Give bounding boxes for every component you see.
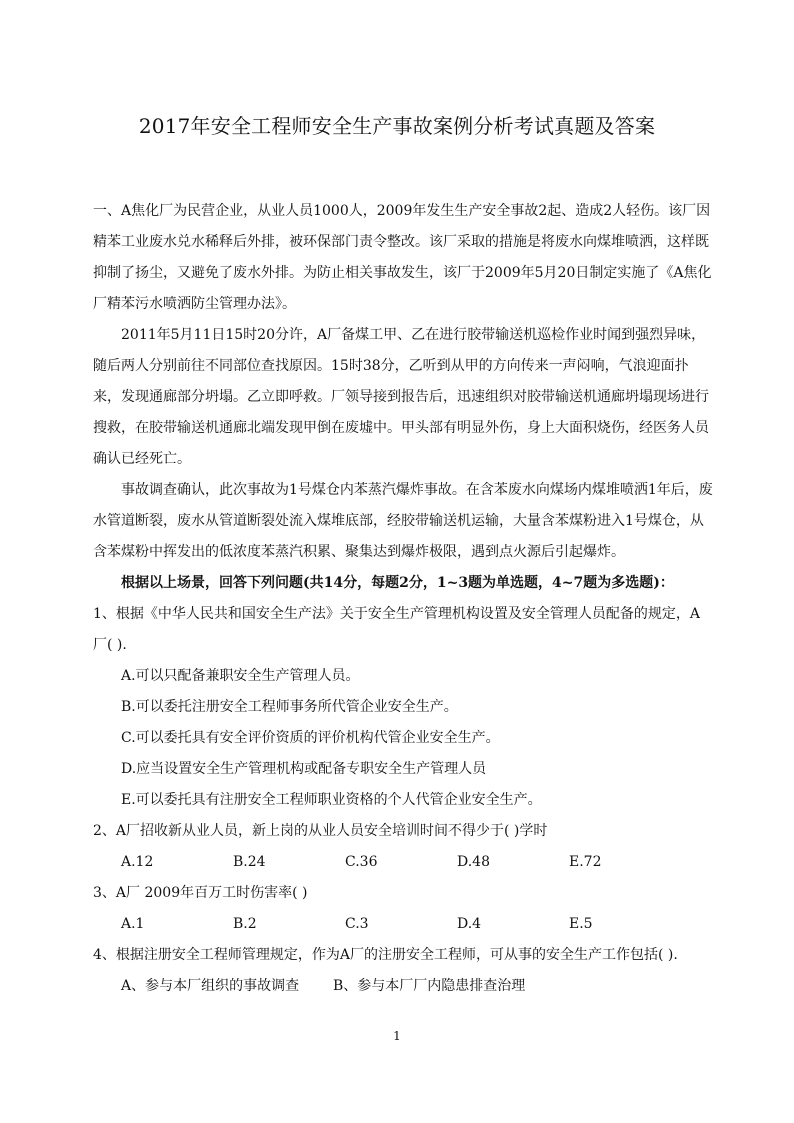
question-4-option-b: B、参与本厂厂内隐患排查治理: [333, 978, 526, 994]
question-2-option-c: C.36: [345, 854, 378, 870]
scenario-paragraph-1: 一、A焦化厂为民营企业，从业人员1000人，2009年发生生产安全事故2起、造成2人轻伤。该厂因精苯工业废水兑水稀释后外排，被环保部门责令整改。该厂采取的措施是将废水向煤堆喷洒，这样既抑制了扬尘，又避免了废水外排。为防止相关事故发生，该厂于2009年5月20日制定实施了《A焦化厂精苯污水喷洒防尘管理办法》。: [93, 203, 712, 312]
question-1-option-c: C.可以委托具有安全评价资质的评价机构代管企业安全生产。: [121, 730, 500, 746]
question-instruction: 根据以上场景，回答下列问题(共14分，每题2分，1~3题为单选题，4~7题为多选题)：: [121, 575, 674, 591]
question-2-option-b: B.24: [233, 854, 266, 870]
question-1-stem: 1、根据《中华人民共和国安全生产法》关于安全生产管理机构设置及安全管理人员配备的规定，A厂( ).: [93, 606, 701, 653]
question-2-stem: 2、A厂招收新从业人员，新上岗的从业人员安全培训时间不得少于( )学时: [93, 823, 548, 839]
question-1-option-d: D.应当设置安全生产管理机构或配备专职安全生产管理人员: [121, 761, 487, 777]
question-3-option-a: A.1: [121, 916, 145, 932]
question-4-options: [93, 971, 713, 1002]
question-3-options: [93, 909, 713, 940]
question-1-option-e: E.可以委托具有注册安全工程师职业资格的个人代管企业安全生产。: [121, 792, 542, 808]
document-title: 2017年安全工程师安全生产事故案例分析考试真题及答案: [138, 114, 656, 138]
question-3-option-c: C.3: [345, 916, 369, 932]
question-3-stem: 3、A厂 2009年百万工时伤害率( ): [93, 885, 308, 901]
question-1-option-a: A.可以只配备兼职安全生产管理人员。: [121, 668, 360, 684]
scenario-paragraph-3: 事故调查确认，此次事故为1号煤仓内苯蒸汽爆炸事故。在含苯废水向煤场内煤堆喷洒1年后，废水管道断裂，废水从管道断裂处流入煤堆底部，经胶带输送机运输，大量含苯煤粉进入1号煤仓，从含苯煤粉中挥发出的低浓度苯蒸汽积累、聚集达到爆炸极限，遇到点火源后引起爆炸。: [93, 482, 713, 560]
question-1-option-b: B.可以委托注册安全工程师事务所代管企业安全生产。: [121, 699, 458, 715]
question-3-option-d: D.4: [457, 916, 482, 932]
question-4-stem: 4、根据注册安全工程师管理规定，作为A厂的注册安全工程师，可从事的安全生产工作包括( ).: [93, 947, 678, 963]
page-number: 1: [393, 1029, 401, 1043]
question-3-option-e: E.5: [569, 916, 593, 932]
question-2-options: [93, 847, 713, 878]
question-2-option-d: D.48: [457, 854, 490, 870]
question-2-option-a: A.12: [121, 854, 154, 870]
question-4-option-a: A、参与本厂组织的事故调查: [121, 978, 300, 994]
scenario-paragraph-2: 2011年5月11日15时20分许，A厂备煤工甲、乙在进行胶带输送机巡检作业时闻到强烈异味，随后两人分别前往不同部位查找原因。15时38分，乙听到从甲的方向传来一声闷响，气浪迎面扑来，发现通廊部分坍塌。乙立即呼救。厂领导接到报告后，迅速组织对胶带输送机通廊坍塌现场进行搜救，在胶带输送机通廊北端发现甲倒在废墟中。甲头部有明显外伤，身上大面积烧伤，经医务人员确认已经死亡。: [93, 327, 709, 467]
question-3-option-b: B.2: [233, 916, 257, 932]
question-2-option-e: E.72: [569, 854, 602, 870]
document-body: [93, 196, 713, 1002]
